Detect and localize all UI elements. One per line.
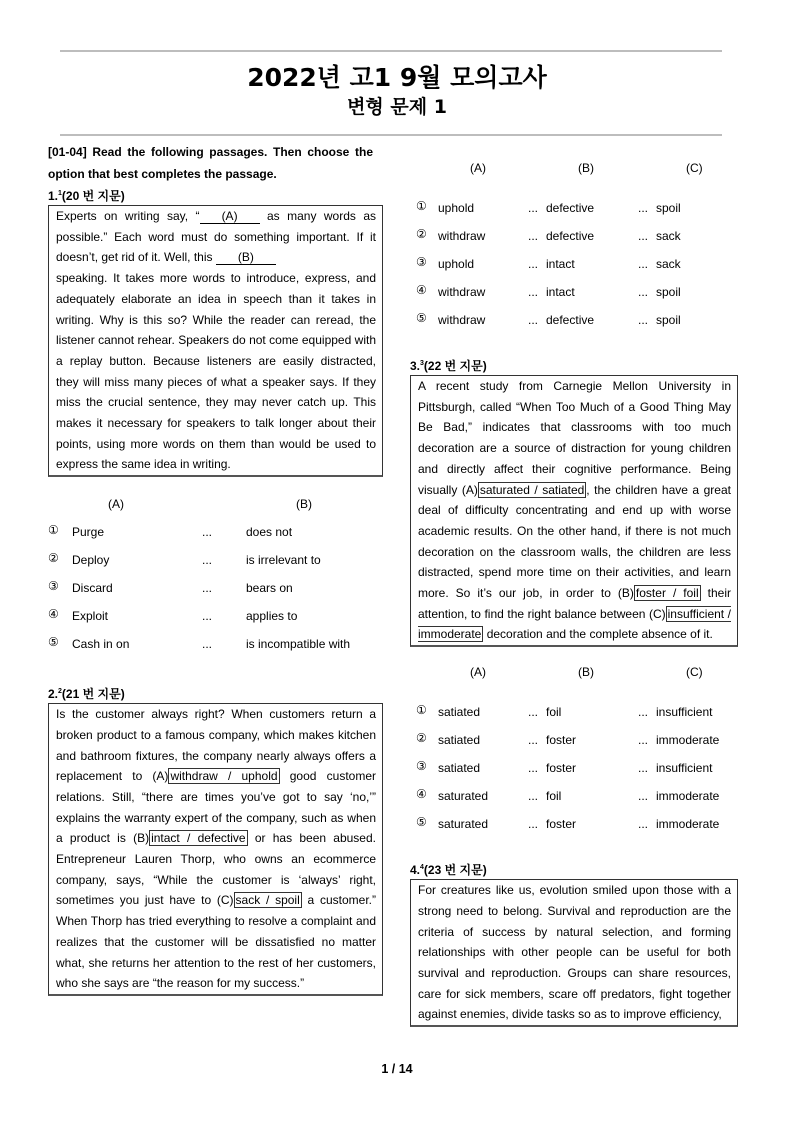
answer-option[interactable] (410, 281, 738, 309)
option-cell: uphold (438, 257, 475, 271)
word-choice-box: intact / defective (151, 831, 246, 846)
word-choice-box: sack / spoil (235, 893, 300, 908)
option-separator: ... (528, 285, 539, 299)
option-cell: foil (546, 789, 562, 804)
option-cell: Deploy (72, 553, 110, 568)
option-cell: foster (546, 761, 577, 776)
option-cell: sack (656, 257, 681, 271)
column-label: (B) (296, 497, 312, 512)
option-separator: ... (528, 761, 539, 776)
option-number: ② (416, 731, 427, 746)
question-2-passage (48, 703, 383, 996)
option-separator: ... (528, 257, 539, 271)
question-3-options (410, 661, 738, 841)
passage-text: speaking. It takes more words to introduce, express, and adequately elaborate an idea in speech than it takes in writing. Why is this so? While the reader can reread, the listener cannot rehear. Speakers do not come equipped with a replay button. Because listeners are easily distracted, they will miss many pieces of what a speaker says. If they miss the crucial sentence, they may never catch up. This makes it necessary for speakers to talk longer about their points, using more words on them than would be used to express the same idea in writing. (56, 271, 376, 472)
column-label: (B) (578, 665, 594, 680)
answer-option[interactable] (410, 757, 738, 785)
option-cell: uphold (438, 201, 475, 215)
page-number: 1 / 14 (381, 1062, 413, 1076)
option-separator: ... (638, 313, 649, 327)
option-separator: ... (638, 789, 649, 804)
answer-option[interactable] (410, 225, 738, 253)
question-3-header: 3.$^3$(22 번 지문) (410, 359, 487, 373)
option-cell: insufficient (656, 705, 713, 720)
question-1-options (48, 493, 383, 661)
option-cell: applies to (246, 609, 298, 624)
question-1-header: 1.$^1$(20 번 지문) (48, 189, 125, 203)
word-choice-box: saturated / satiated (479, 482, 585, 497)
column-label: (C) (686, 161, 703, 175)
option-cell: foster (546, 733, 577, 748)
options-header (410, 661, 738, 701)
option-number: ② (48, 551, 59, 566)
passage-text: good customer relations. Still, “there are times you’ve got to say ‘no,’” explains the warranty expert of the company, such as when a product is (B) (56, 769, 376, 846)
options-header (410, 157, 738, 197)
option-cell: foil (546, 705, 562, 720)
answer-option[interactable] (48, 633, 383, 661)
page-subtitle: 변형 문제 1 (347, 96, 447, 118)
top-divider (60, 50, 722, 52)
option-separator: ... (638, 201, 649, 215)
answer-option[interactable] (48, 549, 383, 577)
option-cell: foster (546, 817, 577, 832)
passage-text: as many words as possible.” Each word must do something important. If it doesn’t, get rid of it. Well, this (56, 209, 376, 265)
word-choice-box: foster / foil (635, 586, 699, 601)
option-number: ① (416, 199, 427, 213)
option-cell: immoderate (656, 789, 720, 804)
option-cell: is irrelevant to (246, 553, 321, 568)
option-cell: immoderate (656, 733, 720, 748)
right-column (410, 157, 738, 1027)
option-separator: ... (202, 581, 213, 596)
passage-text: A recent study from Carnegie Mellon University in Pittsburgh, called “When Too Much of a Good Thing May Be Bad,” indicates that classrooms with too much decoration are a source of distraction for young children and directly affect their cognitive performance. Being visually (A) (418, 379, 731, 497)
option-cell: is incompatible with (246, 637, 351, 652)
option-separator: ... (528, 733, 539, 748)
column-label: (A) (470, 665, 486, 680)
passage-text: their attention, to find the right balance between (C) (418, 586, 731, 621)
answer-option[interactable] (48, 521, 383, 549)
word-choice-box: insufficient / immoderate (418, 606, 731, 642)
option-number: ④ (48, 607, 59, 622)
option-number: ⑤ (48, 635, 59, 650)
column-label: (C) (686, 665, 703, 680)
option-cell: withdraw (438, 229, 486, 243)
option-separator: ... (638, 229, 649, 243)
option-cell: satiated (438, 733, 481, 748)
header-divider (60, 134, 722, 136)
page-title: 2022년 고1 9월 모의고사 (247, 63, 547, 92)
answer-option[interactable] (410, 197, 738, 225)
option-separator: ... (202, 553, 213, 568)
option-cell: spoil (656, 201, 681, 215)
option-number: ⑤ (416, 815, 427, 830)
option-separator: ... (638, 285, 649, 299)
option-separator: ... (528, 789, 539, 804)
option-separator: ... (202, 609, 213, 624)
option-number: ③ (416, 759, 427, 774)
option-separator: ... (528, 201, 539, 215)
option-cell: sack (656, 229, 681, 243)
option-separator: ... (638, 733, 649, 748)
answer-option[interactable] (410, 253, 738, 281)
option-cell: does not (246, 525, 293, 540)
option-number: ② (416, 227, 427, 241)
option-cell: intact (546, 257, 575, 271)
option-separator: ... (528, 313, 539, 327)
option-number: ⑤ (416, 311, 427, 325)
column-label: (A) (108, 497, 124, 512)
option-cell: Exploit (72, 609, 109, 624)
question-2-options (410, 157, 738, 337)
option-cell: satiated (438, 705, 481, 720)
answer-option[interactable] (410, 729, 738, 757)
question-3-passage (410, 375, 738, 647)
option-cell: Purge (72, 525, 105, 540)
left-column (48, 141, 383, 996)
option-cell: defective (546, 201, 595, 215)
option-separator: ... (528, 229, 539, 243)
passage-text: a customer.” When Thorp has tried everything to resolve a complaint and realizes that the customer will be dissatisfied no matter what, she returns her attention to the rest of her customers, who she says are “the reason for my success.” (56, 893, 376, 991)
answer-option[interactable] (48, 605, 383, 633)
option-number: ④ (416, 283, 427, 297)
passage-text: or has been abused. Entrepreneur Lauren Thorp, who owns an ecommerce company, says, “While the customer is ‘always’ right, sometimes you just have to (C) (56, 831, 376, 908)
answer-option[interactable] (410, 813, 738, 841)
answer-option[interactable] (410, 309, 738, 337)
answer-blank: (A) (200, 209, 260, 224)
option-cell: intact (546, 285, 575, 299)
column-label: (A) (470, 161, 486, 175)
option-separator: ... (638, 761, 649, 776)
option-cell: defective (546, 229, 595, 243)
column-label: (B) (578, 161, 594, 175)
option-number: ① (48, 523, 59, 538)
option-cell: saturated (438, 789, 489, 804)
option-separator: ... (638, 257, 649, 271)
option-cell: Cash in on (72, 637, 130, 652)
option-cell: insufficient (656, 761, 713, 776)
question-4-passage (410, 879, 738, 1027)
option-number: ③ (416, 255, 427, 269)
passage-text: Experts on writing say, “ (56, 209, 200, 223)
answer-option[interactable] (48, 577, 383, 605)
answer-option[interactable] (410, 785, 738, 813)
option-number: ④ (416, 787, 427, 802)
option-number: ① (416, 703, 427, 718)
question-4-header: 4.$^4$(23 번 지문) (410, 863, 487, 878)
answer-option[interactable] (410, 701, 738, 729)
option-cell: withdraw (438, 313, 486, 327)
option-separator: ... (638, 817, 649, 832)
option-number: ③ (48, 579, 59, 594)
option-cell: Discard (72, 581, 113, 596)
option-separator: ... (202, 637, 213, 652)
option-separator: ... (528, 817, 539, 832)
option-cell: spoil (656, 285, 681, 299)
option-cell: satiated (438, 761, 481, 776)
option-cell: spoil (656, 313, 681, 327)
option-cell: withdraw (438, 285, 486, 299)
instructions: [01-04] Read the following passages. Then choose the option that best completes the passage. (48, 145, 373, 181)
option-cell: saturated (438, 817, 489, 832)
passage-text: , the children have a great deal of difficulty concentrating and end up with worse academic results. On the other hand, if there is not much decoration on the classroom walls, the children are less distracted, spend more time on their activities, and learn more. So it’s our job, in order to (B) (418, 482, 731, 601)
answer-blank: (B) (216, 250, 276, 265)
passage-text: Is the customer always right? When customers return a broken product to a famous company, which makes kitchen and bathroom fixtures, the company nearly always offers a replacement to (A) (56, 707, 376, 784)
word-choice-box: withdraw / uphold (170, 769, 278, 784)
option-cell: bears on (246, 581, 293, 596)
passage-text: decoration and the complete absence of it. (483, 627, 713, 642)
question-2-header: 2.$^2$(21 번 지문) (48, 687, 125, 702)
options-header (48, 493, 383, 521)
option-separator: ... (528, 705, 539, 720)
option-cell: immoderate (656, 817, 720, 832)
question-1-passage (48, 205, 383, 477)
option-separator: ... (202, 525, 213, 540)
option-cell: defective (546, 313, 595, 327)
passage-text: For creatures like us, evolution smiled upon those with a strong need to belong. Survival and reproduction are the criteria of success by natural selection, and forming relationships with other people can be useful for both survival and reproduction. Groups can share resources, care for sick members, scare off predators, fight together against enemies, divide tasks so as to improve efficiency, (418, 883, 731, 1022)
option-separator: ... (638, 705, 649, 720)
